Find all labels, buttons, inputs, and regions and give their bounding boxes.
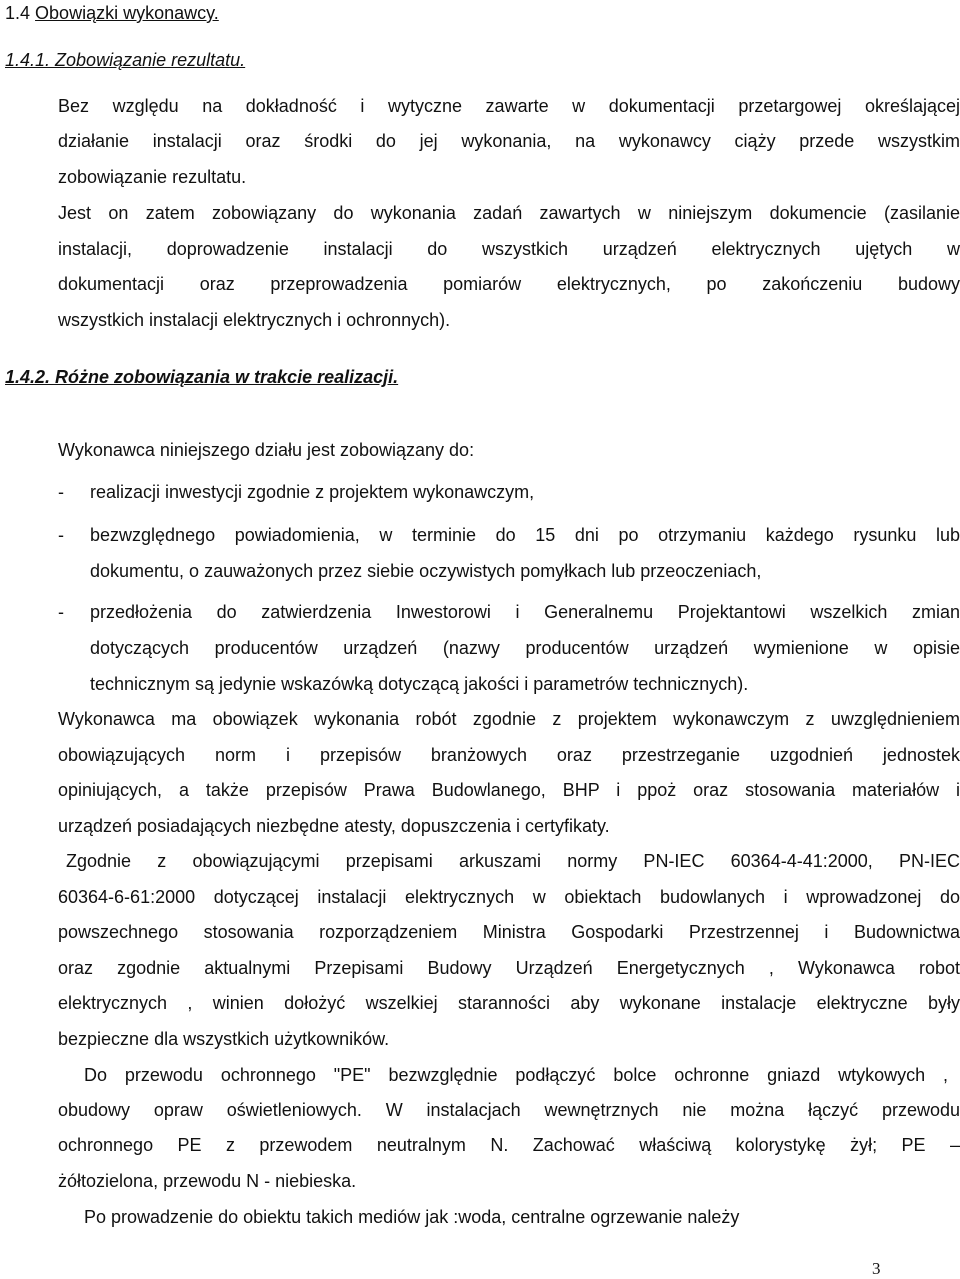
- bullet-marker: -: [58, 602, 64, 622]
- section-title: Obowiązki wykonawcy.: [35, 3, 219, 23]
- page-number: 3: [872, 1259, 881, 1278]
- paragraph-line: Do przewodu ochronnego "PE" bezwzględnie podłączyć bolce ochronne gniazd wtykowych ,: [84, 1065, 948, 1085]
- bullet-item: przedłożenia do zatwierdzenia Inwestorowi i Generalnemu Projektantowi wszelkich zmian: [90, 602, 960, 622]
- paragraph-line: żółtozielona, przewodu N - niebieska.: [58, 1171, 357, 1191]
- paragraph-line: urządzeń posiadających niezbędne atesty, dopuszczenia i certyfikaty.: [58, 816, 610, 836]
- section-number: 1.4: [5, 3, 31, 23]
- paragraph-line: bezpieczne dla wszystkich użytkowników.: [58, 1029, 390, 1049]
- paragraph-line: oraz zgodnie aktualnymi Przepisami Budowy Urządzeń Energetycznych , Wykonawca robot: [58, 958, 960, 978]
- paragraph-line: 60364-6-61:2000 dotyczącej instalacji elektrycznych w obiektach budowlanych i wprowadzonej do: [58, 887, 960, 907]
- paragraph-line: instalacji, doprowadzenie instalacji do wszystkich urządzeń elektrycznych ujętych w: [58, 239, 960, 259]
- bullet-item: bezwzględnego powiadomienia, w terminie do 15 dni po otrzymaniu każdego rysunku lub: [90, 525, 960, 545]
- intro-line: Wykonawca niniejszego działu jest zobowiązany do:: [58, 440, 475, 460]
- paragraph-line: Po prowadzenie do obiektu takich mediów jak :woda, centralne ogrzewanie należy: [84, 1207, 740, 1227]
- paragraph-line: Jest on zatem zobowiązany do wykonania zadań zawartych w niniejszym dokumencie (zasilanie: [58, 203, 960, 223]
- paragraph-line: działanie instalacji oraz środki do jej wykonania, na wykonawcy ciąży przede wszystkim: [58, 131, 960, 151]
- section-heading: [5, 2, 219, 24]
- paragraph-line: obudowy opraw oświetleniowych. W instalacjach wewnętrznych nie można łączyć przewodu: [58, 1100, 960, 1120]
- subsection-heading-2: 1.4.2. Różne zobowiązania w trakcie realizacji.: [5, 367, 399, 387]
- paragraph-line: wszystkich instalacji elektrycznych i ochronnych).: [58, 310, 451, 330]
- paragraph-line: Wykonawca ma obowiązek wykonania robót zgodnie z projektem wykonawczym z uwzględnieniem: [58, 709, 960, 729]
- paragraph-line: Zgodnie z obowiązującymi przepisami arkuszami normy PN-IEC 60364-4-41:2000, PN-IEC: [66, 851, 960, 871]
- bullet-item: realizacji inwestycji zgodnie z projektem wykonawczym,: [90, 482, 535, 502]
- paragraph-line: powszechnego stosowania rozporządzeniem Ministra Gospodarki Przestrzennej i Budownictwa: [58, 922, 960, 942]
- bullet-marker: -: [58, 525, 64, 545]
- paragraph-line: obowiązujących norm i przepisów branżowych oraz przestrzeganie uzgodnień jednostek: [58, 745, 960, 765]
- bullet-item-continued: dotyczących producentów urządzeń (nazwy producentów urządzeń wymienione w opisie: [90, 638, 960, 658]
- paragraph-line: opiniujących, a także przepisów Prawa Budowlanego, BHP i ppoż oraz stosowania materiałów i: [58, 780, 960, 800]
- paragraph-line: ochronnego PE z przewodem neutralnym N. Zachować właściwą kolorystykę żył; PE –: [58, 1135, 960, 1155]
- paragraph-line: dokumentacji oraz przeprowadzenia pomiarów elektrycznych, po zakończeniu budowy: [58, 274, 960, 294]
- paragraph-line: zobowiązanie rezultatu.: [58, 167, 247, 187]
- bullet-item-continued: dokumentu, o zauważonych przez siebie oczywistych pomyłkach lub przeoczeniach,: [90, 561, 762, 581]
- bullet-item-continued: technicznym są jedynie wskazówką dotyczącą jakości i parametrów technicznych).: [90, 674, 749, 694]
- paragraph-line: Bez względu na dokładność i wytyczne zawarte w dokumentacji przetargowej określającej: [58, 96, 960, 116]
- subsection-heading-1: 1.4.1. Zobowiązanie rezultatu.: [5, 50, 246, 70]
- bullet-marker: -: [58, 482, 64, 502]
- paragraph-line: elektrycznych , winien dołożyć wszelkiej staranności aby wykonane instalacje elektryczne były: [58, 993, 960, 1013]
